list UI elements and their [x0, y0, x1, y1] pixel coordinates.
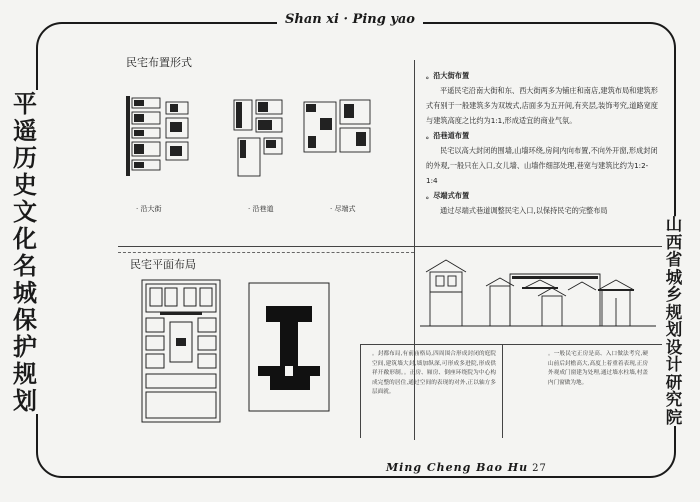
page-number: 27: [532, 463, 547, 474]
caption-street: · 沿大街: [136, 205, 162, 213]
floor-plan-drawing: [140, 278, 222, 424]
note-paragraph: 平遥民宅沿南大街和东、西大街两多为铺庄和南店,建筑布局和建筑形式有别于一般建筑多为双坡式,店面多为五开间,有夹层,装饰考究,道路宽度与建筑高度之比约为1:1,形成适宜的商业气氛。: [426, 86, 658, 125]
divider-vertical-top: [414, 60, 415, 246]
side-title-right: 山西省城乡规划设计研究院: [665, 215, 683, 427]
box-note-right: 。一般民宅正房是高、入口做法考究,硬山前后封檐高大,高度上着重着表现,正房外观成门窗建为处理,通过墙水柱墙,村盖内门窗做为地。: [548, 351, 648, 386]
layout-alley-drawing: [232, 98, 288, 180]
layout-deadend-drawing: [302, 98, 372, 156]
note-heading: 。沿大街布置: [426, 71, 470, 80]
note-heading: 。尽端式布置: [426, 191, 470, 200]
divider-notes-side: [360, 344, 414, 345]
notes-text: [426, 68, 658, 218]
divider-notes-left: [360, 344, 361, 438]
divider-vertical-bottom: [414, 246, 415, 440]
note-paragraph: 通过尽端式巷道调整民宅入口,以保持民宅的完整布局: [440, 206, 608, 215]
divider-horizontal: [118, 246, 662, 247]
figure-ground-drawing: [248, 282, 330, 412]
note-heading: 。沿巷道布置: [426, 131, 470, 140]
side-title-left: 平遥历史文化名城保护规划: [13, 89, 37, 415]
header-title: Shan xi · Ping yao: [0, 12, 700, 27]
footer-title: Ming Cheng Bao Hu 27: [380, 461, 553, 474]
divider-notes-mid: [502, 344, 503, 438]
section1-title: 民宅布置形式: [126, 56, 192, 69]
layout-street-drawing: [126, 92, 196, 182]
street-elevation-drawing: [420, 258, 656, 334]
note-paragraph: 民宅以高大封闭的围墙,山墙环绕,房间内向布置,不向外开窗,形成封闭的外观,一般只在入口,女儿墙、山墙作细部处理,巷宽与建筑比约为1:2-1:4: [426, 146, 658, 185]
caption-alley: · 沿巷道: [248, 205, 274, 213]
divider-dashed: [118, 252, 414, 253]
section2-title: 民宅平面布局: [130, 258, 196, 271]
divider-notes-top: [414, 344, 662, 345]
box-note-left: 。封都布局,有前庙格局,四周围合形成封闭的庭院空间,建筑墙大封,墙加纵深,可形成多进院,形成供祥开敞形制。。正房、厢房、倒座环绕院为中心构成完整的居住,通过空间的表现的对外,正以轴方多层面就。: [372, 351, 496, 395]
caption-deadend: · 尽端式: [330, 205, 356, 213]
